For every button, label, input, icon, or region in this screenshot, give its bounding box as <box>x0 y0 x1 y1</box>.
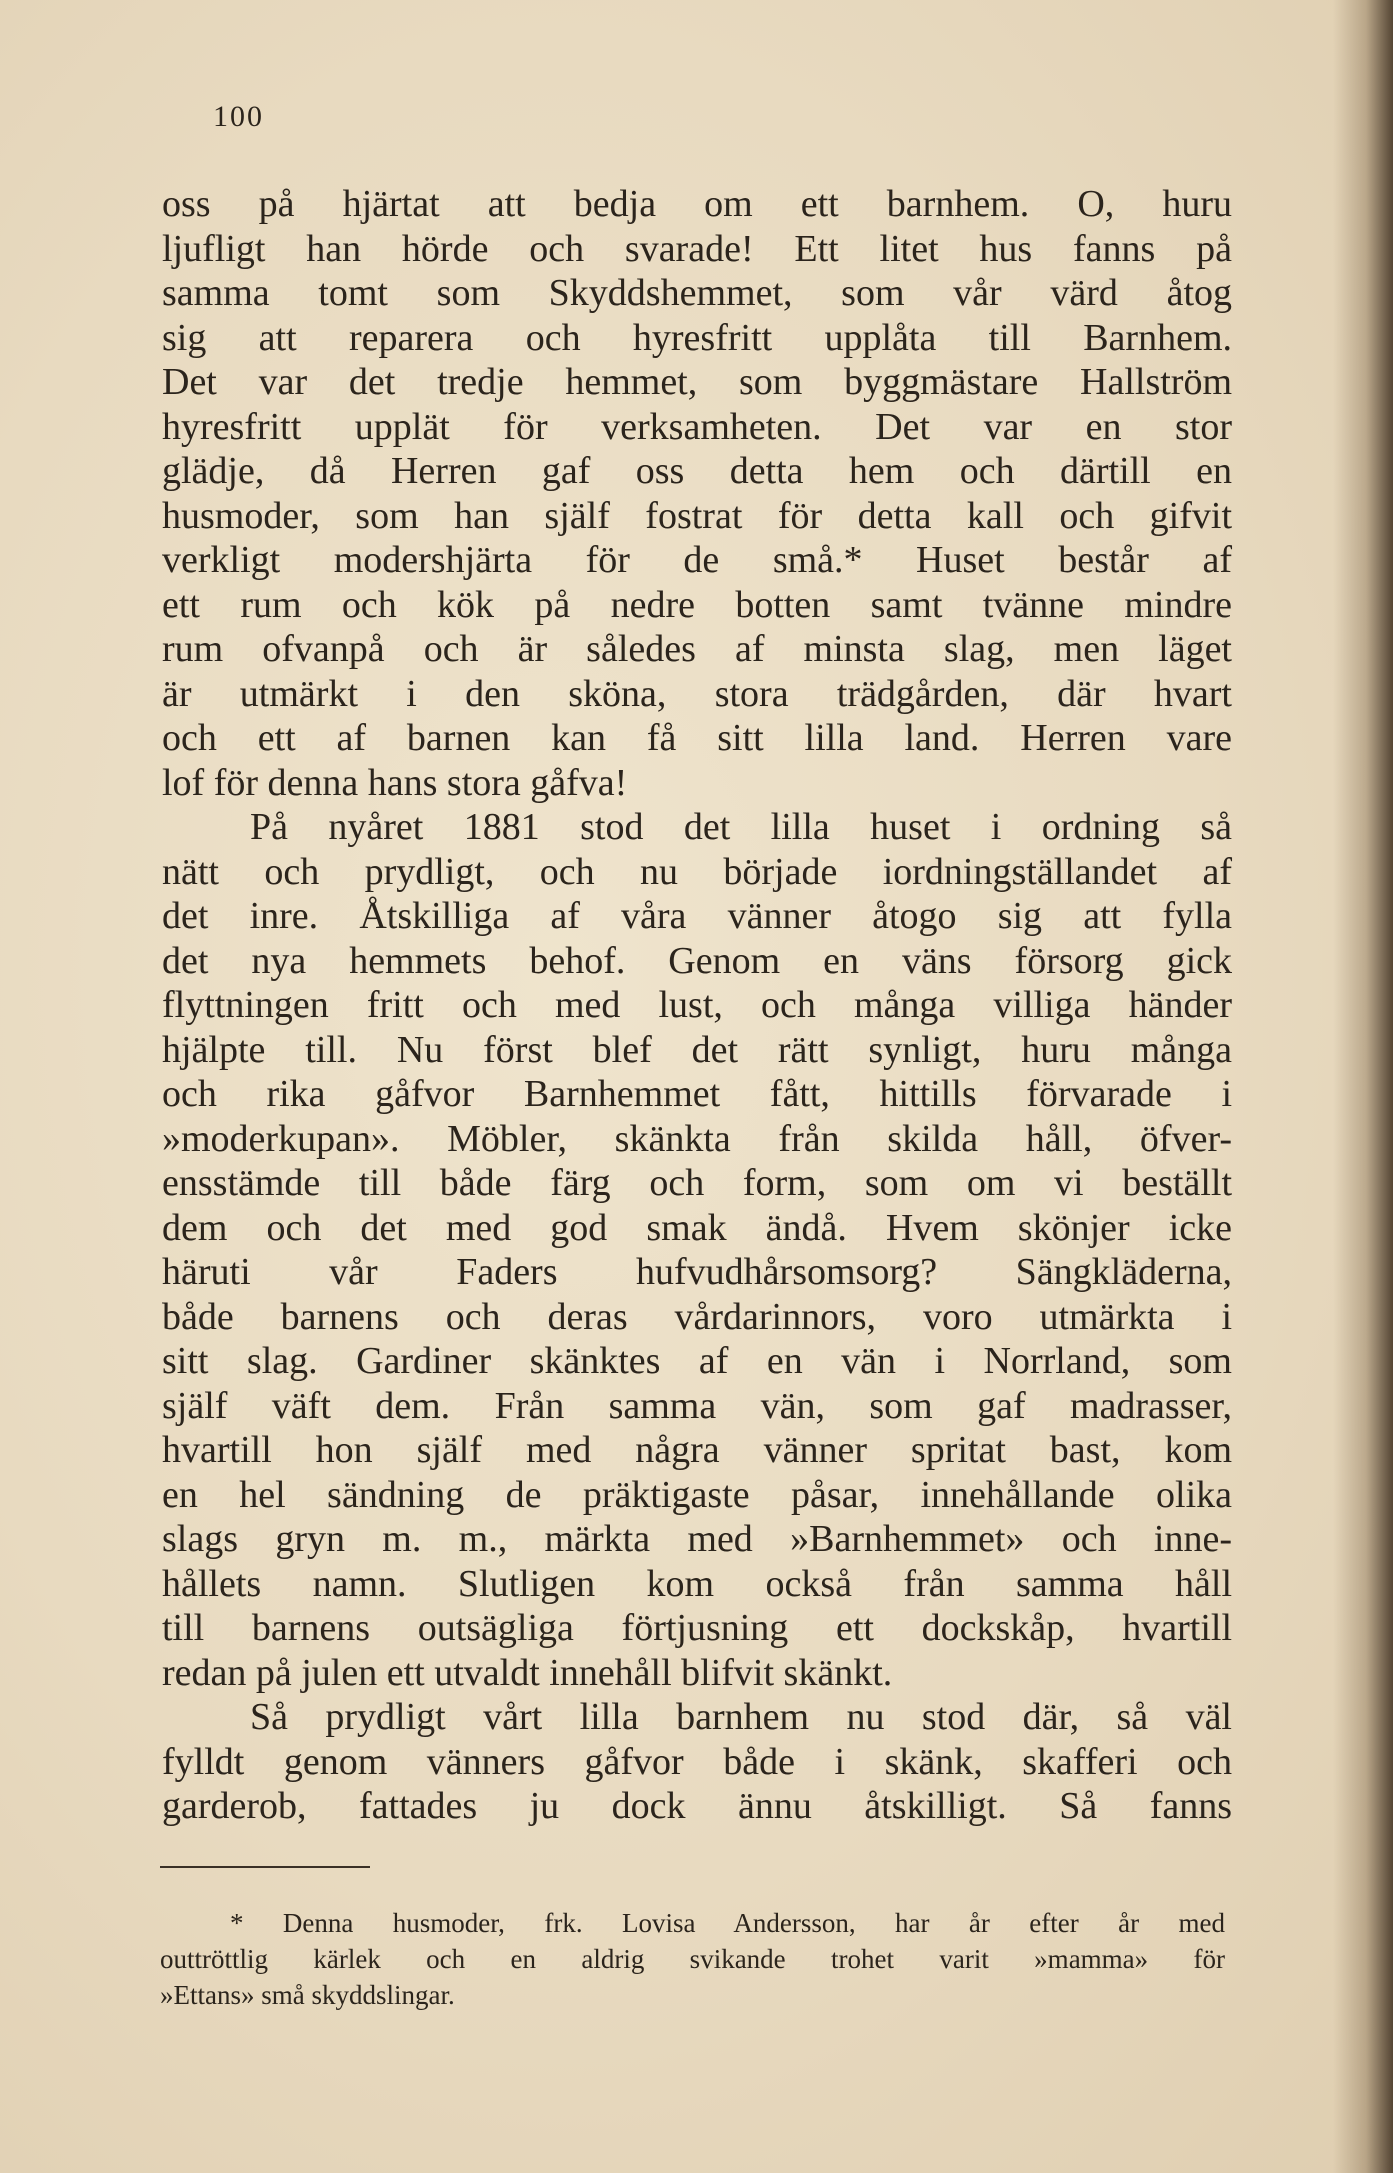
text-line: dem och det med god smak ändå. Hvem skönjer icke <box>162 1206 1232 1249</box>
text-line: samma tomt som Skyddshemmet, som vår värd åtog <box>162 272 1232 314</box>
text-line: nätt och prydligt, och nu började iordningställandet af <box>162 850 1232 893</box>
text-line: till barnens outsägliga förtjusning ett dockskåp, hvartill <box>162 1607 1232 1649</box>
binding-shadow <box>1333 0 1393 2173</box>
footnote-line: outtröttlig kärlek och en aldrig svikande trohet varit »mamma» för <box>160 1944 1225 1974</box>
text-line: garderob, fattades ju dock ännu åtskilligt. Så fanns <box>162 1785 1232 1827</box>
text-line: det nya hemmets behof. Genom en väns försorg gick <box>162 939 1232 982</box>
text-line: husmoder, som han själf fostrat för detta kall och gifvit <box>162 494 1232 537</box>
text-line: redan på julen ett utvaldt innehåll blifvit skänkt. <box>162 1651 893 1694</box>
text-line: Så prydligt vårt lilla barnhem nu stod där, så väl <box>250 1696 1232 1738</box>
text-line: verkligt modershjärta för de små.* Huset består af <box>162 539 1232 581</box>
text-line: oss på hjärtat att bedja om ett barnhem. O, huru <box>162 183 1232 225</box>
text-line: »moderkupan». Möbler, skänkta från skilda håll, öfver- <box>162 1117 1232 1160</box>
body-text <box>162 182 1232 1829</box>
text-line: ett rum och kök på nedre botten samt tvänne mindre <box>162 583 1232 626</box>
text-line: en hel sändning de präktigaste påsar, innehållande olika <box>162 1473 1232 1516</box>
text-line: lof för denna hans stora gåfva! <box>162 761 628 804</box>
text-line: hållets namn. Slutligen kom också från samma håll <box>162 1562 1232 1605</box>
text-line: flyttningen fritt och med lust, och många villiga händer <box>162 984 1232 1026</box>
footnote <box>160 1905 1225 2013</box>
text-line: slags gryn m. m., märkta med »Barnhemmet» och inne- <box>162 1518 1232 1560</box>
text-line: glädje, då Herren gaf oss detta hem och därtill en <box>162 450 1232 492</box>
text-line: ljufligt han hörde och svarade! Ett litet hus fanns på <box>162 227 1232 270</box>
text-line: och ett af barnen kan få sitt lilla land. Herren vare <box>162 717 1232 759</box>
text-line: sitt slag. Gardiner skänktes af en vän i Norrland, som <box>162 1340 1232 1382</box>
text-line: hyresfritt upplät för verksamheten. Det var en stor <box>162 405 1232 448</box>
text-line: det inre. Åtskilliga af våra vänner åtogo sig att fylla <box>162 895 1232 937</box>
text-line: både barnens och deras vårdarinnors, voro utmärkta i <box>162 1295 1232 1338</box>
text-line: På nyåret 1881 stod det lilla huset i ordning så <box>250 806 1232 848</box>
text-line: är utmärkt i den sköna, stora trädgården, där hvart <box>162 672 1232 715</box>
text-line: och rika gåfvor Barnhemmet fått, hittills förvarade i <box>162 1073 1232 1115</box>
text-line: hvartill hon själf med några vänner spritat bast, kom <box>162 1429 1232 1471</box>
text-line: rum ofvanpå och är således af minsta slag, men läget <box>162 628 1232 670</box>
text-line: häruti vår Faders hufvudhårsomsorg? Sängkläderna, <box>162 1251 1232 1293</box>
page-number: 100 <box>213 100 264 133</box>
text-line: Det var det tredje hemmet, som byggmästare Hallström <box>162 361 1232 403</box>
footnote-line: * Denna husmoder, frk. Lovisa Andersson, har år efter år med <box>230 1908 1225 1938</box>
text-line: sig att reparera och hyresfritt upplåta till Barnhem. <box>162 316 1232 359</box>
text-line: själf väft dem. Från samma vän, som gaf madrasser, <box>162 1384 1232 1427</box>
footnote-line: »Ettans» små skyddslingar. <box>160 1980 455 2010</box>
footnote-rule <box>160 1866 370 1868</box>
text-line: fylldt genom vänners gåfvor både i skänk, skafferi och <box>162 1740 1232 1783</box>
text-line: ensstämde till både färg och form, som om vi beställt <box>162 1162 1232 1204</box>
text-line: hjälpte till. Nu först blef det rätt synligt, huru många <box>162 1028 1232 1071</box>
